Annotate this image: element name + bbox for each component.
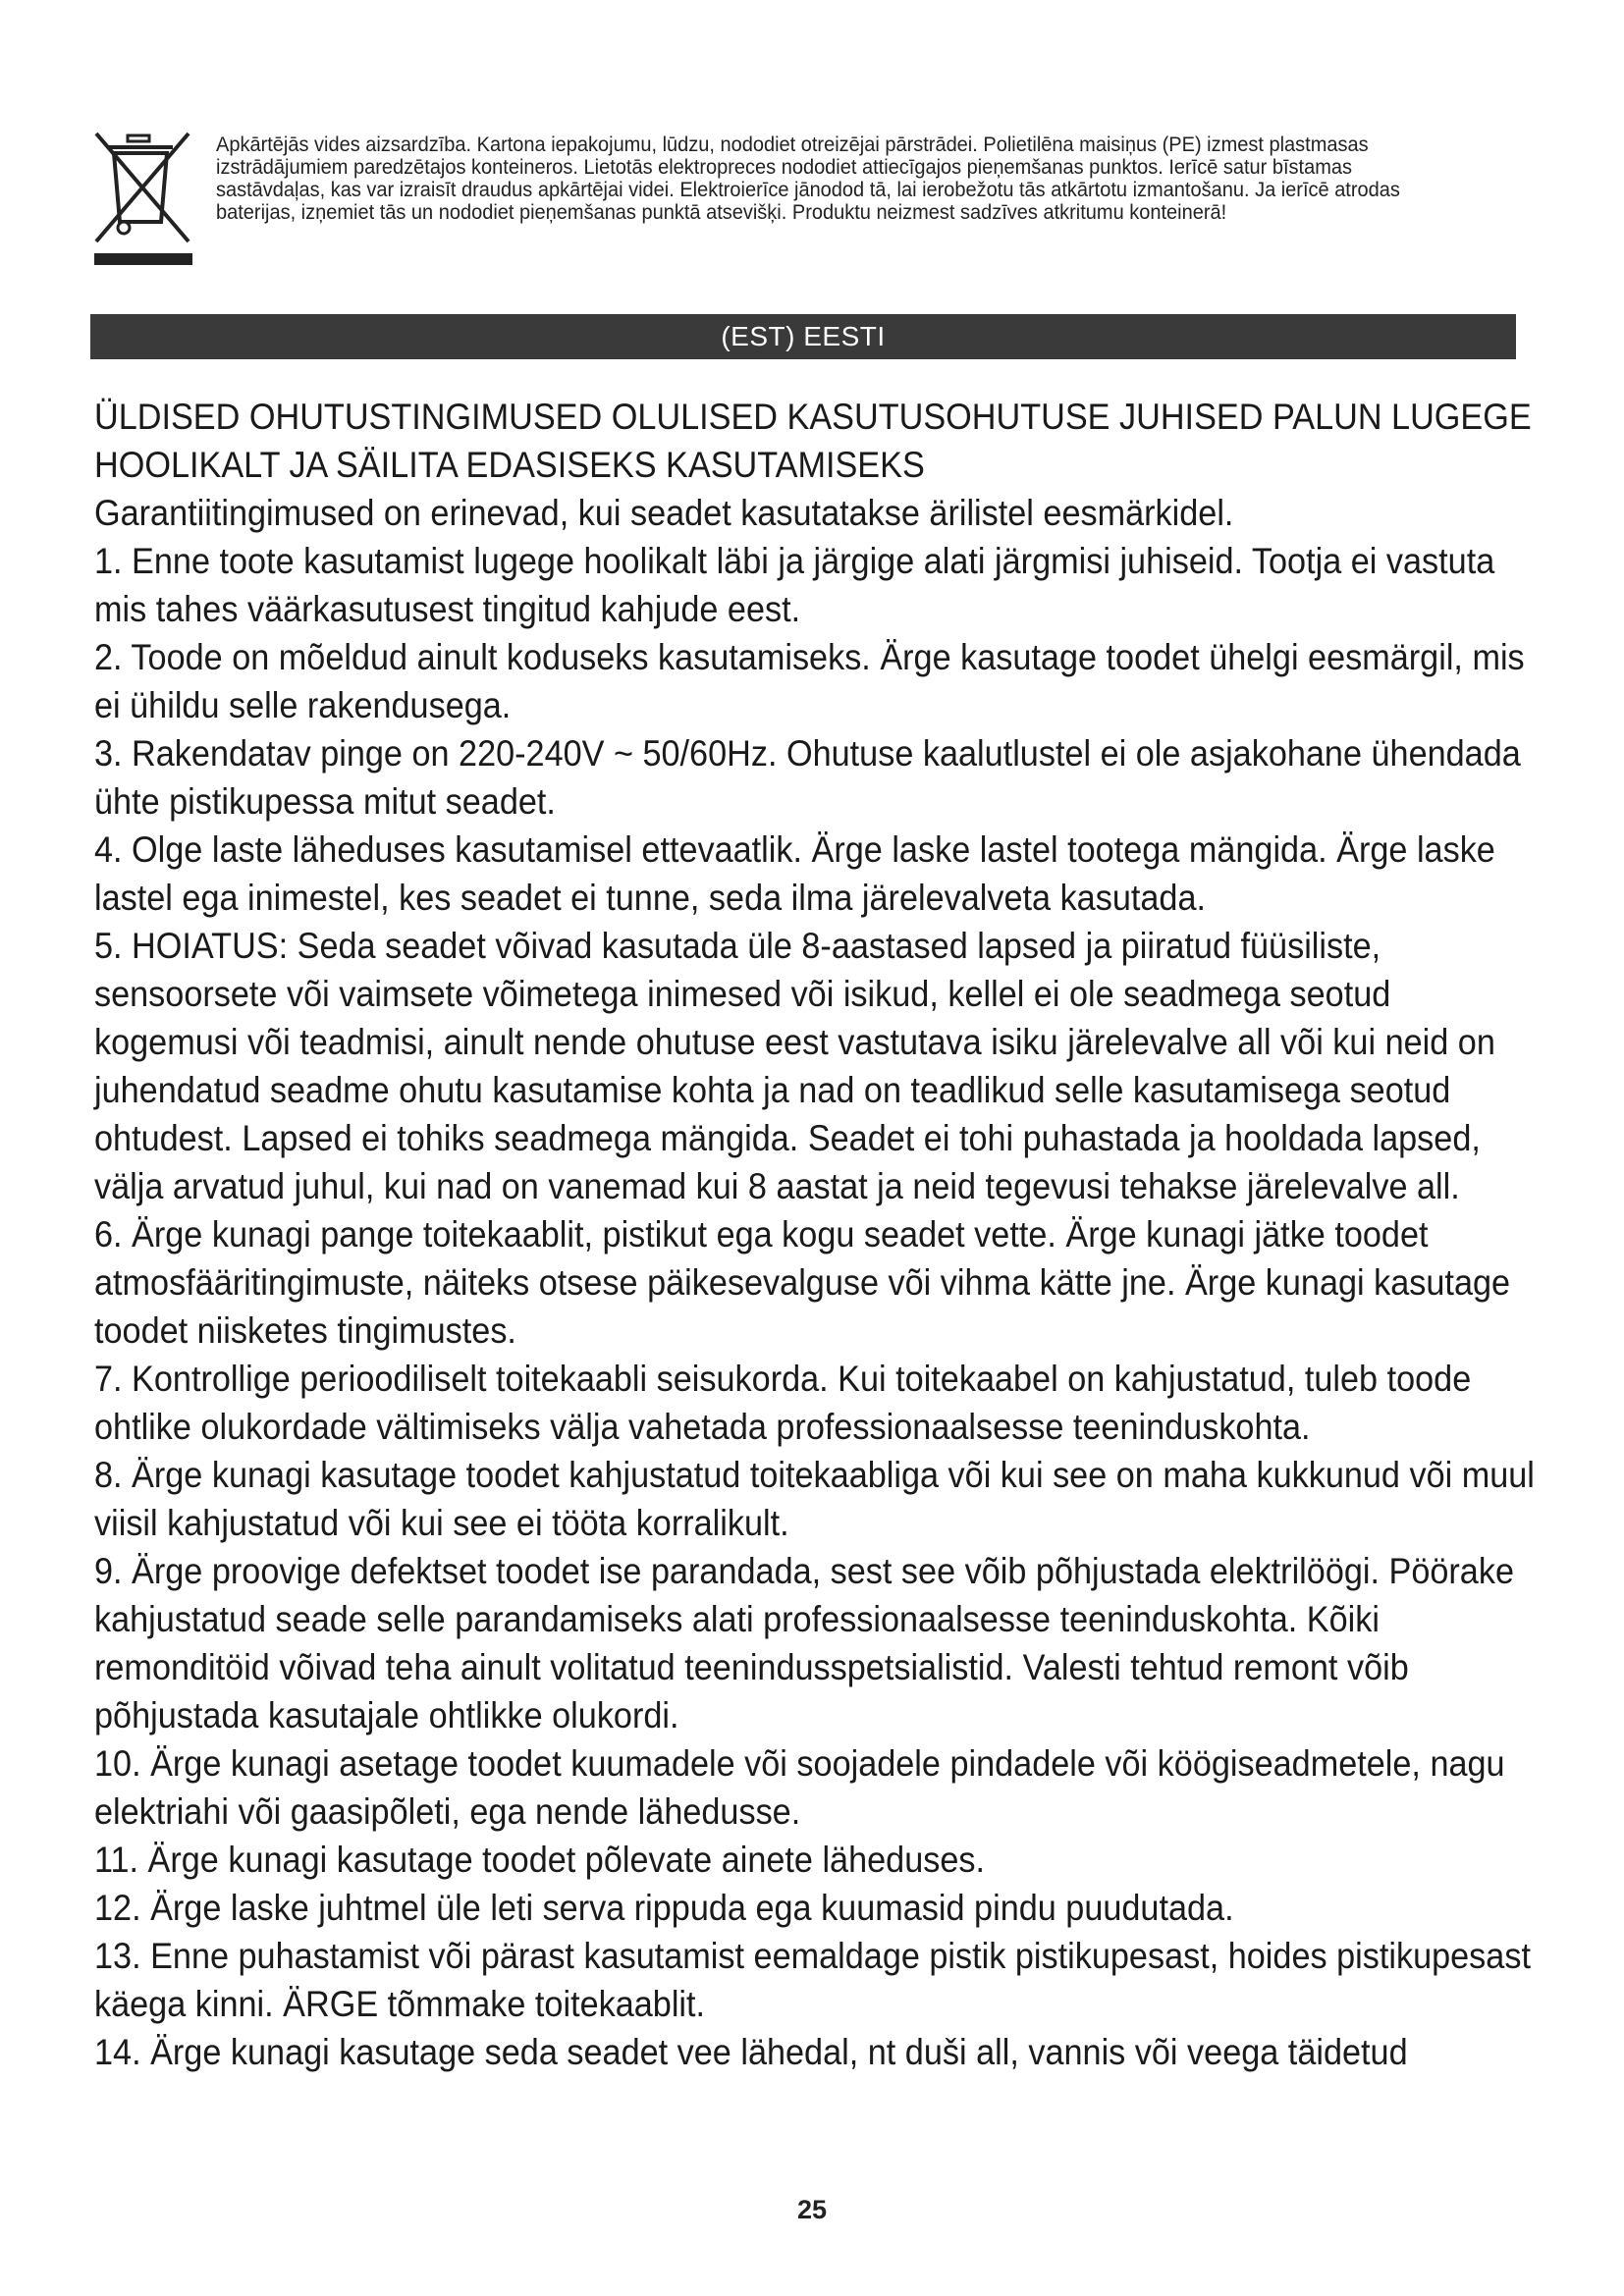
instruction-item: 4. Olge laste läheduses kasutamisel ettevaatlik. Ärge laske lastel tootega mängida. Ärge laske lastel ega inimestel, kes seadet ei tunne, seda ilma järelevalveta kasutada. (94, 829, 1495, 918)
environment-notice (90, 128, 1516, 275)
instruction-list (94, 489, 1538, 2076)
instruction-item: 11. Ärge kunagi kasutage toodet põlevate ainete läheduses. (94, 1840, 986, 1880)
instruction-item: 3. Rakendatav pinge on 220-240V ~ 50/60Hz. Ohutuse kaalutlustel ei ole asjakohane ühendada ühte pistikupessa mitut seadet. (94, 733, 1521, 822)
safety-instructions (94, 393, 1538, 2076)
instruction-item: 5. HOIATUS: Seda seadet võivad kasutada üle 8-aastased lapsed ja piiratud füüsiliste, sensoorsete või vaimsete võimetega inimesed või isikud, kellel ei ole seadmega seotud kogemusi või teadmisi, ainult nende ohutuse eest vastutava isiku järelevalve all või kui neid on juhendatud seadme ohutu kasutamise kohta ja nad on teadlikud selle kasutamisega seotud ohtudest. Lapsed ei tohiks seadmega mängida. Seadet ei tohi puhastada ja hooldada lapsed, välja arvatud juhul, kui nad on vanemad kui 8 aastat ja neid tegevusi tehakse järelevalve all. (94, 926, 1495, 1206)
instruction-item: 13. Enne puhastamist või pärast kasutamist eemaldage pistik pistikupesast, hoides pistikupesast käega kinni. ÄRGE tõmmake toitekaablit. (94, 1936, 1531, 2024)
warranty-note: Garantiitingimused on erinevad, kui seadet kasutatakse ärilistel eesmärkidel. (94, 493, 1234, 533)
safety-heading: ÜLDISED OHUTUSTINGIMUSED OLULISED KASUTUSOHUTUSE JUHISED PALUN LUGEGE HOOLIKALT JA SÄILITA EDASISEKS KASUTAMISEKS (94, 397, 1532, 485)
instruction-item: 1. Enne toote kasutamist lugege hoolikalt läbi ja järgige alati järgmisi juhiseid. Tootja ei vastuta mis tahes väärkasutusest tingitud kahjude eest. (94, 541, 1495, 629)
crossed-out-wheelie-bin-icon (90, 128, 198, 267)
page-number: 25 (796, 2195, 828, 2224)
instruction-item: 7. Kontrollige perioodiliselt toitekaabli seisukorda. Kui toitekaabel on kahjustatud, tuleb toode ohtlike olukordade vältimiseks välja vahetada professionaalsesse teeninduskohta. (94, 1359, 1472, 1447)
instruction-item: 8. Ärge kunagi kasutage toodet kahjustatud toitekaabliga või kui see on maha kukkunud või muul viisil kahjustatud või kui see ei tööta korralikult. (94, 1455, 1535, 1543)
environment-text: Apkārtējās vides aizsardzība. Kartona iepakojumu, lūdzu, nododiet otreizējai pārstrādei. Polietilēna maisiņus (PE) izmest plastmasas izstrādājumiem paredzētajos konteineros. Lietotās elektropreces nododiet attiecīgajos pieņemšanas punktos. Ierīcē satur bīstamas sastāvdaļas, kas var izraisīt draudus apkārtējai videi. Elektroierīce jānodod tā, lai ierobežotu tās atkārtotu izmantošanu. Ja ierīcē atrodas baterijas, izņemiet tās un nododiet pieņemšanas punktā atsevišķi. Produktu neizmest sadzīves atkritumu konteinerā! (216, 133, 1400, 224)
instruction-item: 2. Toode on mõeldud ainult koduseks kasutamiseks. Ärge kasutage toodet ühelgi eesmärgil, mis ei ühildu selle rakendusega. (94, 637, 1525, 725)
instruction-item: 12. Ärge laske juhtmel üle leti serva rippuda ega kuumasid pindu puudutada. (94, 1888, 1234, 1928)
instruction-item: 10. Ärge kunagi asetage toodet kuumadele või soojadele pindadele või köögiseadmetele, nagu elektriahi või gaasipõleti, ega nende lähedusse. (94, 1743, 1505, 1832)
instruction-item: 6. Ärge kunagi pange toitekaablit, pistikut ega kogu seadet vette. Ärge kunagi jätke toodet atmosfääritingimuste, näiteks otsese päikesevalguse või vihma kätte jne. Ärge kunagi kasutage toodet niisketes tingimustes. (94, 1214, 1511, 1351)
instruction-item: 9. Ärge proovige defektset toodet ise parandada, sest see võib põhjustada elektrilöögi. Pöörake kahjustatud seade selle parandamiseks alati professionaalsesse teeninduskohta. Kõiki remonditöid võivad teha ainult volitatud teenindusspetsialistid. Valesti tehtud remont võib põhjustada kasutajale ohtlikke olukordi. (94, 1551, 1514, 1735)
instruction-item: 14. Ärge kunagi kasutage seda seadet vee lähedal, nt duši all, vannis või veega täidetud (94, 2032, 1408, 2072)
language-banner: (EST) EESTI (90, 314, 1516, 359)
